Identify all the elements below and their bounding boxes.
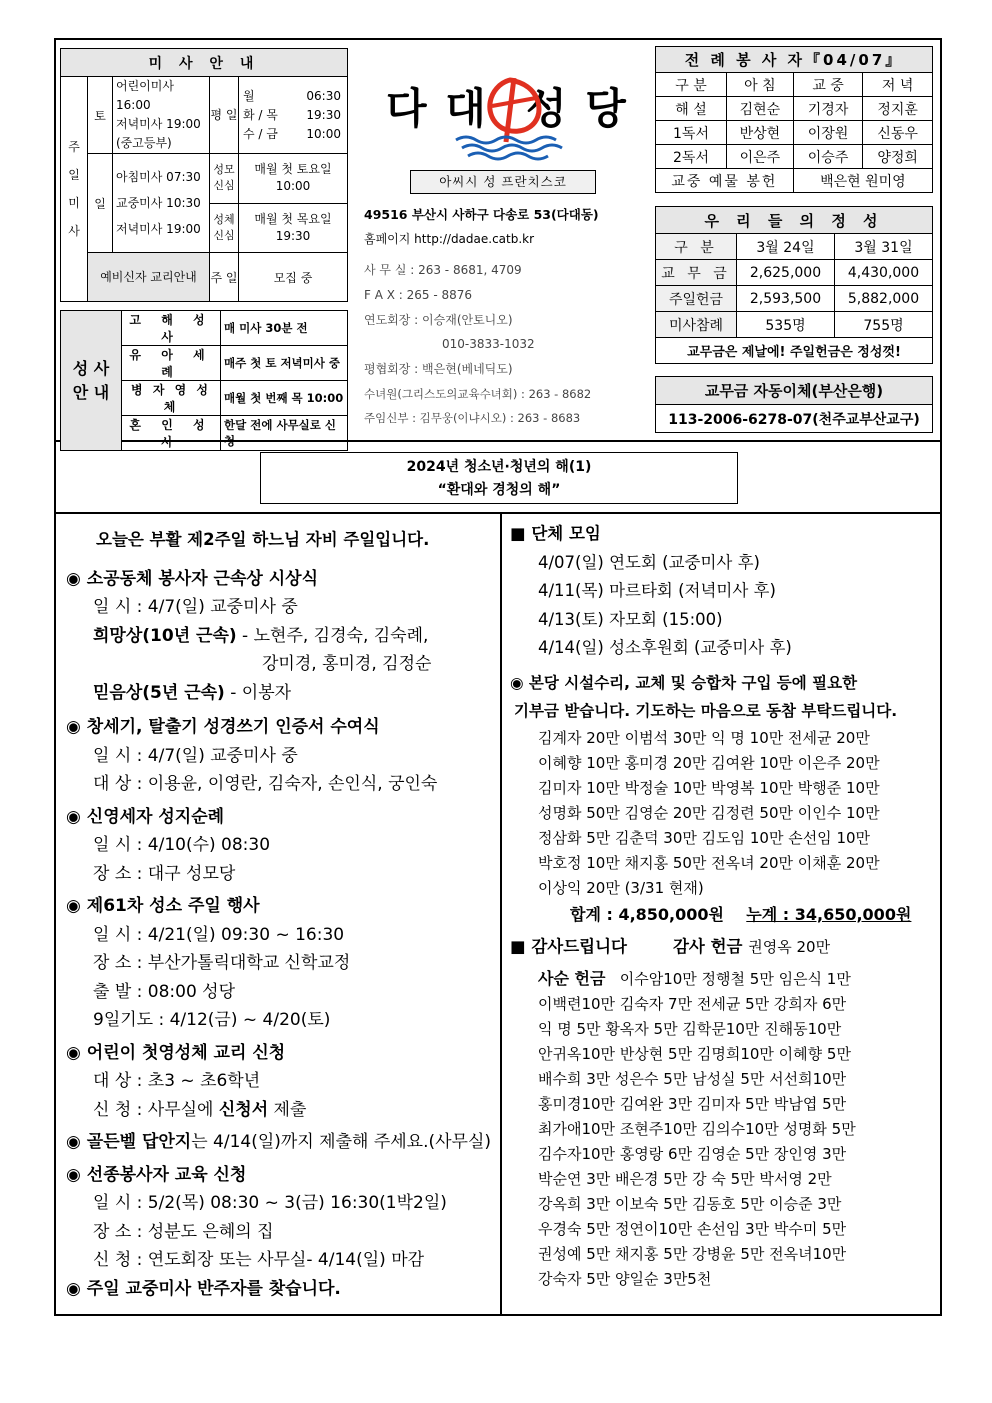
marian-label-text: 성모 신심 xyxy=(213,163,235,193)
donor-row: 홍미경10만 김여완 3만 김미자 5만 박남엽 5만 xyxy=(538,1094,847,1113)
donor-row: 박호정 10만 채지홍 50만 전옥녀 20만 이채훈 20만 xyxy=(538,853,880,872)
bank-title: 교무금 자동이체(부산은행) xyxy=(656,377,933,405)
golden-bell xyxy=(66,1128,496,1157)
sacrament-name: 유 아 세 례 xyxy=(122,346,221,381)
bullet-icon: ◉ xyxy=(66,1132,87,1152)
sacrament-name: 고 해 성 사 xyxy=(122,311,221,346)
pilgrim-place: 장 소 : 대구 성모당 xyxy=(93,863,236,884)
sacrament-desc: 매월 첫 번째 목 10:00 xyxy=(221,381,348,416)
pastor: 주임신부 : 김무웅(이냐시오) : 263 - 8683 xyxy=(364,411,581,425)
vocation-title-text: 제61차 성소 주일 행사 xyxy=(86,896,260,916)
sun-time-3: 저녁미사 19:00 xyxy=(116,222,201,236)
intro-text: 오늘은 부활 제2주일 하느님 자비 주일입니다. xyxy=(96,530,430,549)
offering-names: 백은현 원미영 xyxy=(793,169,932,193)
address: 49516 부산시 사하구 다송로 53(다대동) xyxy=(364,207,599,222)
thanks-title-text: 감사드립니다 xyxy=(531,937,627,956)
marian-value: 매월 첫 토요일 10:00 xyxy=(239,154,348,204)
servers-cell: 김현순 xyxy=(727,97,794,121)
finance-note: 교무금은 제날에! 주일헌금은 정성껏! xyxy=(656,338,933,364)
lent-first: 이수암10만 정행철 5만 임은식 1만 xyxy=(619,969,851,988)
servers-role: 2독서 xyxy=(656,145,727,169)
eucharist-label xyxy=(210,203,239,253)
sun-time-2: 교중미사 10:30 xyxy=(116,196,201,210)
servers-header: 저 녁 xyxy=(863,73,933,97)
donor-row: 김계자 20만 이범석 30만 익 명 10만 전세균 20만 xyxy=(538,728,870,747)
communion-apply-form: 신청서 xyxy=(218,1099,269,1120)
logo-title-right: 성 당 xyxy=(526,84,628,133)
groups-title xyxy=(510,520,938,549)
sat-time-3: (중고등부) xyxy=(116,136,172,150)
servers-cell: 이승주 xyxy=(793,145,863,169)
sacrament-desc: 한달 전에 사무실로 신청 xyxy=(221,416,348,451)
donor-row: 강숙자 5만 양일순 3만5천 xyxy=(538,1269,712,1288)
bullet-icon: ◉ xyxy=(66,896,87,916)
golden-bell-text: 는 4/14(일)까지 제출해 주세요.(사무실) xyxy=(191,1132,492,1152)
group-item: 4/11(목) 마르타회 (저녁미사 후) xyxy=(538,581,776,600)
mass-guide-table xyxy=(60,48,348,302)
repair-total: 누계 : 34,650,000원 xyxy=(746,904,912,924)
finance-row-label: 교 무 금 xyxy=(656,260,737,286)
donor-row: 김미자 10만 박정술 10만 박영복 10만 박행준 10만 xyxy=(538,778,880,797)
liturgy-servers-table xyxy=(655,46,933,193)
servers-cell: 신동우 xyxy=(863,121,933,145)
award-faith xyxy=(66,679,496,708)
saturday-times xyxy=(113,77,210,154)
right-column xyxy=(510,520,938,1292)
donor-row: 익 명 5만 황옥자 5만 김학문10만 진해동10만 xyxy=(538,1019,842,1038)
sacrament-name: 병 자 영 성 체 xyxy=(122,381,221,416)
thanks-label: 감사 헌금 xyxy=(672,937,743,956)
weekday-1-day: 월 xyxy=(243,88,255,103)
bullet-icon: ◉ xyxy=(66,568,87,589)
donor-row: 정삼화 5만 김춘덕 30만 김도임 10만 손선임 10만 xyxy=(538,828,871,847)
fax: F A X : 265 - 8876 xyxy=(364,288,473,302)
offering-label: 교중 예물 봉헌 xyxy=(656,169,794,193)
banner-line-2: “환대와 경청의 해” xyxy=(437,482,561,498)
award-hope xyxy=(66,622,496,651)
catechumen-day: 주 일 xyxy=(210,253,239,302)
fish-cross-icon xyxy=(452,76,572,166)
finance-row-label: 주일헌금 xyxy=(656,286,737,312)
award-faith-names: - 이봉자 xyxy=(224,682,292,703)
communion-title xyxy=(66,1039,496,1068)
weekday-3-day: 수 / 금 xyxy=(243,126,278,141)
donor-row: 성명화 50만 김영순 20만 김정련 50만 이인수 10만 xyxy=(538,803,880,822)
donor-row: 이상익 20만 (3/31 현재) xyxy=(538,878,704,897)
bible-target: 대 상 : 이용윤, 이영란, 김숙자, 손인식, 궁인숙 xyxy=(93,774,438,794)
servers-role: 해 설 xyxy=(656,97,727,121)
accompanist-text: 주일 교중미사 반주자를 찾습니다. xyxy=(86,1278,341,1299)
patron-saint-label: 아씨시 성 프란치스코 xyxy=(410,170,596,194)
finance-header: 구 분 xyxy=(656,234,737,260)
convent: 수녀원(그리스도의교육수녀회) : 263 - 8682 xyxy=(364,387,592,401)
repair-title-2: 기부금 받습니다. 기도하는 마음으로 동참 부탁드립니다. xyxy=(514,702,898,720)
sacrament-desc: 매 미사 30분 전 xyxy=(221,311,348,346)
square-bullet-icon: ■ xyxy=(510,524,532,543)
servers-header: 교 중 xyxy=(793,73,863,97)
bible-date: 일 시 : 4/7(일) 교중미사 중 xyxy=(93,745,298,766)
group-item: 4/13(토) 자모회 (15:00) xyxy=(538,609,723,629)
communion-apply xyxy=(66,1096,496,1125)
lent-label: 사순 헌금 xyxy=(538,968,606,988)
award-hope-names-2: 강미경, 홍미경, 김정순 xyxy=(262,654,432,674)
sacraments-side-label: 성 사 안 내 xyxy=(61,311,122,451)
finance-cell: 2,593,500 xyxy=(737,286,835,312)
finance-header: 3월 24일 xyxy=(737,234,835,260)
finance-row-label: 미사참례 xyxy=(656,312,737,338)
servers-header: 구 분 xyxy=(656,73,727,97)
servers-cell: 이은주 xyxy=(727,145,794,169)
pilgrim-title xyxy=(66,803,496,832)
repair-sum: 합계 : 4,850,000원 xyxy=(570,904,724,924)
finance-title: 우 리 들 의 정 성 xyxy=(656,207,933,234)
donor-row: 박순연 3만 배은경 5만 강 숙 5만 박서영 2만 xyxy=(538,1169,832,1188)
donor-row: 이혜향 10만 홍미경 20만 김여완 10만 이은주 20만 xyxy=(538,753,880,772)
weekday-2-time: 19:30 xyxy=(306,107,341,122)
left-column xyxy=(66,526,496,1303)
communion-apply-a: 신 청 : 사무실에 xyxy=(93,1099,219,1120)
donor-row: 이백련10만 김숙자 7만 전세균 5만 강희자 6만 xyxy=(538,994,847,1013)
bullet-icon: ◉ xyxy=(66,1164,87,1185)
weekday-label: 평 일 xyxy=(210,77,239,154)
marian-label xyxy=(210,154,239,204)
volunteer-place: 장 소 : 성분도 은혜의 집 xyxy=(93,1221,274,1242)
finance-header: 3월 31일 xyxy=(835,234,933,260)
award-title xyxy=(66,565,496,594)
servers-header: 아 침 xyxy=(727,73,794,97)
eucharist-label-text: 성체 신심 xyxy=(213,212,235,242)
repair-title-1: 본당 시설수리, 교체 및 승합차 구입 등에 필요한 xyxy=(528,673,858,692)
sat-time-2: 저녁미사 19:00 xyxy=(116,117,201,131)
thanks-title xyxy=(510,933,938,962)
communion-target: 대 상 : 초3 ~ 초6학년 xyxy=(93,1071,261,1091)
pilgrim-title-text: 신영세자 성지순례 xyxy=(86,806,225,827)
servers-title: 전 례 봉 사 자『04/07』 xyxy=(656,47,933,73)
catechumen-label: 예비신자 교리안내 xyxy=(88,253,210,302)
award-hope-label: 희망상(10년 근속) xyxy=(93,625,237,646)
sacrament-name: 혼 인 성 사 xyxy=(122,416,221,451)
office-phone: 사 무 실 : 263 - 8681, 4709 xyxy=(364,263,522,277)
repair-donors xyxy=(510,726,938,901)
lent-offering xyxy=(510,966,938,1292)
bank-table xyxy=(655,376,933,433)
donor-row: 강옥희 3만 이보숙 5만 김동호 5만 이승준 3만 xyxy=(538,1194,842,1213)
communion-apply-c: 제출 xyxy=(268,1099,307,1120)
golden-bell-title: 골든벨 답안지 xyxy=(86,1132,192,1152)
column-divider xyxy=(500,512,502,1316)
sat-time-1: 어린이미사 16:00 xyxy=(116,79,174,112)
vocation-title xyxy=(66,892,496,921)
sunday-mass-label: 주 일 미 사 xyxy=(61,77,88,302)
vocation-date: 일 시 : 4/21(일) 09:30 ~ 16:30 xyxy=(93,924,345,945)
volunteer-apply: 신 청 : 연도회장 또는 사무실- 4/14(일) 마감 xyxy=(93,1250,425,1270)
accompanist xyxy=(66,1275,496,1304)
servers-cell: 이장원 xyxy=(793,121,863,145)
square-bullet-icon: ■ xyxy=(510,937,532,956)
vocation-place: 장 소 : 부산가톨릭대학교 신학교정 xyxy=(93,953,351,973)
bullet-icon: ◉ xyxy=(510,673,529,692)
donor-row: 배수희 3만 성은수 5만 남성실 5만 서선희10만 xyxy=(538,1069,847,1088)
finance-table xyxy=(655,206,933,364)
lent-first-row xyxy=(538,966,938,992)
logo-title-left: 다 대 xyxy=(386,84,488,133)
award-faith-label: 믿음상(5년 근속) xyxy=(93,682,225,703)
award-title-text: 소공동체 봉사자 근속상 시상식 xyxy=(86,568,319,589)
saturday-label: 토 xyxy=(88,77,113,154)
catechumen-status: 모집 중 xyxy=(239,253,348,302)
donor-row: 안귀옥10만 반상현 5만 김명희10만 이혜향 5만 xyxy=(538,1044,851,1063)
vocation-depart: 출 발 : 08:00 성당 xyxy=(93,981,236,1002)
finance-cell: 535명 xyxy=(737,312,835,338)
vocation-novena: 9일기도 : 4/12(금) ~ 4/20(토) xyxy=(93,1010,331,1030)
servers-cell: 기경자 xyxy=(793,97,863,121)
thanks-value: 권영옥 20만 xyxy=(748,938,831,956)
year-theme-banner xyxy=(260,452,738,504)
weekday-2-day: 화 / 목 xyxy=(243,107,278,122)
communion-title-text: 어린이 첫영성체 교리 신청 xyxy=(86,1042,286,1063)
groups-title-text: 단체 모임 xyxy=(531,524,601,543)
volunteer-title xyxy=(66,1161,496,1190)
repair-title xyxy=(510,669,938,698)
sun-time-1: 아침미사 07:30 xyxy=(116,170,201,184)
award-hope-names: - 노현주, 김경숙, 김숙례, xyxy=(236,625,429,646)
pilgrim-date: 일 시 : 4/10(수) 08:30 xyxy=(93,835,271,855)
weekday-1-time: 06:30 xyxy=(306,88,341,103)
banner-line-1: 2024년 청소년·청년의 해(1) xyxy=(406,459,592,475)
banner-divider xyxy=(54,512,942,514)
bullet-icon: ◉ xyxy=(66,717,87,737)
servers-role: 1독서 xyxy=(656,121,727,145)
volunteer-title-text: 선종봉사자 교육 신청 xyxy=(86,1164,247,1185)
bank-account: 113-2006-6278-07(천주교부산교구) xyxy=(656,405,933,433)
repair-totals xyxy=(510,901,938,930)
president-phone: 010-3833-1032 xyxy=(442,337,535,351)
finance-cell: 755명 xyxy=(835,312,933,338)
president: 연도회장 : 이승재(안토니오) xyxy=(364,313,513,327)
homepage: 홈페이지 http://dadae.catb.kr xyxy=(364,232,535,246)
group-item: 4/14(일) 성소후원회 (교중미사 후) xyxy=(538,638,792,657)
eucharist-value: 매월 첫 목요일 19:30 xyxy=(239,203,348,253)
group-item: 4/07(일) 연도회 (교중미사 후) xyxy=(538,552,760,572)
servers-cell: 양정희 xyxy=(863,145,933,169)
donor-row: 권성예 5만 채지홍 5만 강병윤 5만 전옥녀10만 xyxy=(538,1244,847,1263)
servers-cell: 반상현 xyxy=(727,121,794,145)
finance-cell: 5,882,000 xyxy=(835,286,933,312)
donor-row: 우경숙 5만 정연이10만 손선임 3만 박수미 5만 xyxy=(538,1219,847,1238)
servers-cell: 정지훈 xyxy=(863,97,933,121)
sacraments-table xyxy=(60,310,348,451)
bible-title xyxy=(66,713,496,742)
donor-row: 김수자10만 홍영랑 6만 김영순 5만 장인영 3만 xyxy=(538,1144,847,1163)
church-logo xyxy=(386,76,636,166)
sacrament-desc: 매주 첫 토 저녁미사 중 xyxy=(221,346,348,381)
finance-cell: 4,430,000 xyxy=(835,260,933,286)
bullet-icon: ◉ xyxy=(66,806,87,827)
bullet-icon: ◉ xyxy=(66,1042,87,1063)
weekday-times xyxy=(239,77,348,154)
weekday-3-time: 10:00 xyxy=(306,126,341,141)
donor-row: 최가애10만 조현주10만 김의수10만 성명화 5만 xyxy=(538,1119,856,1138)
mass-guide-title: 미 사 안 내 xyxy=(61,49,348,77)
award-date: 일 시 : 4/7(일) 교중미사 중 xyxy=(93,597,298,617)
laity-president: 평협회장 : 백은현(베네딕도) xyxy=(364,362,513,376)
bible-title-text: 창세기, 탈출기 성경쓰기 인증서 수여식 xyxy=(86,717,380,737)
volunteer-date: 일 시 : 5/2(목) 08:30 ~ 3(금) 16:30(1박2일) xyxy=(93,1193,447,1213)
finance-cell: 2,625,000 xyxy=(737,260,835,286)
sunday-label: 일 xyxy=(88,154,113,253)
bullet-icon: ◉ xyxy=(66,1278,87,1299)
sunday-times xyxy=(113,154,210,253)
